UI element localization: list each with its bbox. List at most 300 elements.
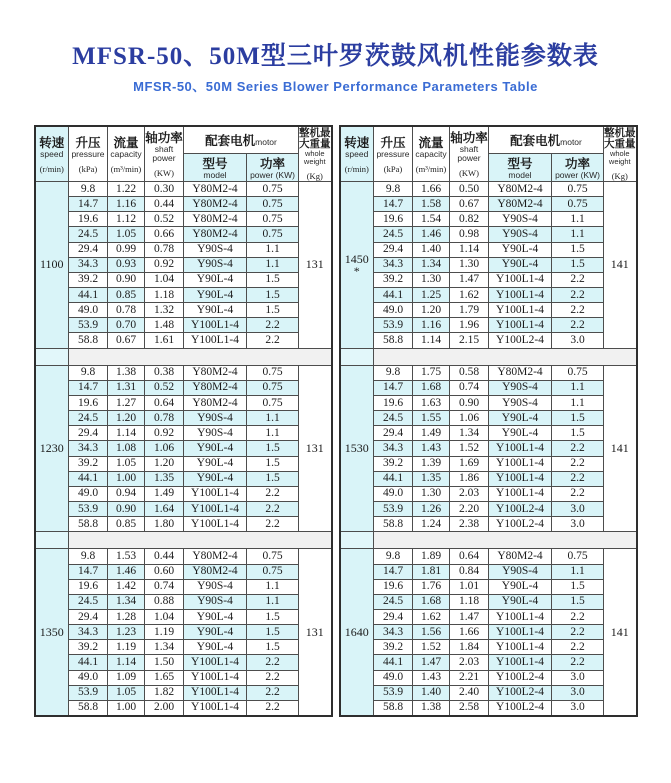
table-row bbox=[340, 549, 637, 564]
table-row bbox=[35, 655, 332, 670]
header-speed-zh: 转速 bbox=[39, 135, 65, 150]
header-capacity-unit: (m³/min) bbox=[110, 163, 142, 174]
cell-model: Y90L-4 bbox=[489, 579, 552, 594]
cell-capacity: 1.30 bbox=[413, 486, 450, 501]
table-row bbox=[35, 517, 332, 532]
cell-shaft-power: 1.96 bbox=[450, 318, 489, 333]
cell-power: 2.2 bbox=[552, 272, 604, 287]
cell-shaft-power: 0.92 bbox=[145, 426, 184, 441]
cell-capacity: 1.35 bbox=[413, 471, 450, 486]
cell-model: Y90S-4 bbox=[489, 212, 552, 227]
cell-power: 0.75 bbox=[552, 549, 604, 564]
cell-pressure: 58.8 bbox=[374, 333, 413, 348]
cell-pressure: 24.5 bbox=[69, 227, 108, 242]
cell-shaft-power: 1.48 bbox=[145, 318, 184, 333]
cell-pressure: 44.1 bbox=[69, 471, 108, 486]
cell-shaft-power: 0.82 bbox=[450, 212, 489, 227]
header-weight-zh: 整机最大重量 bbox=[299, 128, 331, 150]
cell-pressure: 29.4 bbox=[374, 426, 413, 441]
cell-power: 3.0 bbox=[552, 670, 604, 685]
cell-shaft-power: 0.64 bbox=[450, 549, 489, 564]
cell-power: 1.5 bbox=[247, 640, 299, 655]
cell-shaft-power: 0.92 bbox=[145, 257, 184, 272]
cell-shaft-power: 0.84 bbox=[450, 564, 489, 579]
cell-pressure: 34.3 bbox=[69, 441, 108, 456]
table-row bbox=[35, 486, 332, 501]
cell-model: Y80M2-4 bbox=[489, 549, 552, 564]
cell-shaft-power: 1.34 bbox=[450, 426, 489, 441]
cell-power: 1.1 bbox=[552, 396, 604, 411]
cell-pressure: 34.3 bbox=[69, 257, 108, 272]
cell-power: 2.2 bbox=[247, 670, 299, 685]
table-row bbox=[35, 625, 332, 640]
cell-capacity: 1.05 bbox=[108, 456, 145, 471]
cell-model: Y100L1-4 bbox=[184, 501, 247, 516]
cell-model: Y80M2-4 bbox=[489, 365, 552, 380]
cell-power: 1.1 bbox=[552, 212, 604, 227]
cell-model: Y100L1-4 bbox=[184, 700, 247, 716]
table-row bbox=[340, 517, 637, 532]
cell-shaft-power: 1.65 bbox=[145, 670, 184, 685]
table-row bbox=[35, 501, 332, 516]
cell-power: 2.2 bbox=[552, 441, 604, 456]
cell-capacity: 1.46 bbox=[108, 564, 145, 579]
weight-cell: 141 bbox=[604, 549, 637, 716]
cell-capacity: 1.38 bbox=[413, 700, 450, 716]
cell-model: Y100L2-4 bbox=[489, 517, 552, 532]
header-shaft-power bbox=[145, 126, 184, 182]
cell-pressure: 58.8 bbox=[374, 517, 413, 532]
cell-capacity: 1.56 bbox=[413, 625, 450, 640]
table-row bbox=[35, 197, 332, 212]
header-speed-en: speed bbox=[345, 148, 369, 159]
header-capacity-zh: 流量 bbox=[113, 135, 139, 150]
cell-capacity: 1.14 bbox=[413, 333, 450, 348]
cell-power: 1.1 bbox=[552, 380, 604, 395]
cell-shaft-power: 2.15 bbox=[450, 333, 489, 348]
header-speed-zh: 转速 bbox=[344, 135, 370, 150]
header-shaft-power-zh: 轴功率 bbox=[450, 131, 488, 145]
cell-capacity: 1.14 bbox=[108, 426, 145, 441]
cell-capacity: 1.16 bbox=[108, 197, 145, 212]
header-motor bbox=[489, 126, 604, 154]
cell-capacity: 1.31 bbox=[108, 380, 145, 395]
cell-capacity: 1.53 bbox=[108, 549, 145, 564]
cell-pressure: 34.3 bbox=[374, 625, 413, 640]
cell-model: Y90L-4 bbox=[184, 625, 247, 640]
table-row bbox=[340, 486, 637, 501]
cell-shaft-power: 0.30 bbox=[145, 182, 184, 197]
header-capacity-en: capacity bbox=[110, 148, 142, 159]
cell-capacity: 1.19 bbox=[108, 640, 145, 655]
cell-power: 2.2 bbox=[552, 610, 604, 625]
header-shaft-power-unit: (KW) bbox=[459, 168, 479, 178]
table-row bbox=[35, 396, 332, 411]
header-model bbox=[489, 154, 552, 182]
cell-model: Y100L1-4 bbox=[489, 272, 552, 287]
performance-table-left bbox=[34, 125, 333, 717]
table-row bbox=[35, 426, 332, 441]
header-capacity bbox=[108, 126, 145, 182]
header-power-en: power (KW) bbox=[250, 169, 295, 180]
cell-capacity: 1.46 bbox=[413, 227, 450, 242]
cell-model: Y100L1-4 bbox=[184, 517, 247, 532]
cell-power: 0.75 bbox=[247, 380, 299, 395]
cell-power: 3.0 bbox=[552, 501, 604, 516]
cell-shaft-power: 1.04 bbox=[145, 272, 184, 287]
header-capacity-en: capacity bbox=[415, 148, 447, 159]
cell-pressure: 24.5 bbox=[69, 594, 108, 609]
cell-capacity: 1.16 bbox=[413, 318, 450, 333]
cell-capacity: 1.81 bbox=[413, 564, 450, 579]
cell-model: Y90L-4 bbox=[489, 426, 552, 441]
cell-shaft-power: 2.58 bbox=[450, 700, 489, 716]
cell-model: Y100L1-4 bbox=[489, 287, 552, 302]
table-row bbox=[340, 625, 637, 640]
cell-model: Y80M2-4 bbox=[489, 197, 552, 212]
cell-pressure: 19.6 bbox=[69, 396, 108, 411]
cell-shaft-power: 2.20 bbox=[450, 501, 489, 516]
cell-model: Y100L2-4 bbox=[489, 685, 552, 700]
cell-model: Y100L2-4 bbox=[489, 670, 552, 685]
cell-shaft-power: 1.14 bbox=[450, 242, 489, 257]
cell-shaft-power: 0.50 bbox=[450, 182, 489, 197]
cell-power: 1.5 bbox=[247, 610, 299, 625]
table-row bbox=[340, 579, 637, 594]
cell-capacity: 1.76 bbox=[413, 579, 450, 594]
cell-capacity: 1.58 bbox=[413, 197, 450, 212]
cell-shaft-power: 0.66 bbox=[145, 227, 184, 242]
cell-model: Y80M2-4 bbox=[184, 396, 247, 411]
cell-power: 0.75 bbox=[247, 212, 299, 227]
cell-power: 2.2 bbox=[552, 318, 604, 333]
cell-capacity: 1.20 bbox=[108, 411, 145, 426]
table-row bbox=[340, 564, 637, 579]
cell-capacity: 1.54 bbox=[413, 212, 450, 227]
cell-shaft-power: 1.01 bbox=[450, 579, 489, 594]
header-motor-en: motor bbox=[560, 136, 582, 147]
cell-capacity: 0.67 bbox=[108, 333, 145, 348]
cell-shaft-power: 1.62 bbox=[450, 287, 489, 302]
cell-model: Y90S-4 bbox=[184, 594, 247, 609]
table-row bbox=[340, 411, 637, 426]
weight-cell: 141 bbox=[604, 365, 637, 532]
table-row bbox=[340, 333, 637, 348]
table-header bbox=[340, 126, 637, 182]
cell-pressure: 53.9 bbox=[69, 685, 108, 700]
cell-capacity: 1.38 bbox=[108, 365, 145, 380]
cell-model: Y80M2-4 bbox=[184, 549, 247, 564]
cell-power: 0.75 bbox=[247, 182, 299, 197]
weight-cell: 131 bbox=[299, 549, 332, 716]
cell-shaft-power: 1.84 bbox=[450, 640, 489, 655]
cell-model: Y90S-4 bbox=[184, 257, 247, 272]
cell-pressure: 39.2 bbox=[374, 456, 413, 471]
cell-pressure: 39.2 bbox=[69, 456, 108, 471]
cell-shaft-power: 0.52 bbox=[145, 212, 184, 227]
cell-shaft-power: 1.47 bbox=[450, 610, 489, 625]
cell-shaft-power: 1.32 bbox=[145, 303, 184, 318]
header-power-zh: 功率 bbox=[564, 156, 590, 171]
table-row bbox=[35, 549, 332, 564]
table-row bbox=[35, 640, 332, 655]
header-weight-en: whole weight bbox=[608, 149, 631, 166]
cell-capacity: 1.05 bbox=[108, 227, 145, 242]
cell-pressure: 14.7 bbox=[374, 564, 413, 579]
cell-power: 1.5 bbox=[247, 303, 299, 318]
cell-power: 2.2 bbox=[247, 685, 299, 700]
cell-model: Y100L1-4 bbox=[489, 303, 552, 318]
table-row bbox=[35, 303, 332, 318]
table-row bbox=[340, 212, 637, 227]
table-row bbox=[340, 700, 637, 716]
cell-shaft-power: 2.21 bbox=[450, 670, 489, 685]
cell-power: 2.2 bbox=[247, 486, 299, 501]
cell-pressure: 19.6 bbox=[69, 579, 108, 594]
cell-model: Y90S-4 bbox=[184, 426, 247, 441]
cell-pressure: 58.8 bbox=[69, 517, 108, 532]
cell-pressure: 29.4 bbox=[69, 610, 108, 625]
cell-pressure: 44.1 bbox=[69, 655, 108, 670]
cell-model: Y90S-4 bbox=[489, 227, 552, 242]
separator-cell bbox=[374, 348, 637, 365]
cell-power: 0.75 bbox=[552, 182, 604, 197]
cell-capacity: 0.94 bbox=[108, 486, 145, 501]
cell-capacity: 1.49 bbox=[413, 426, 450, 441]
table-row bbox=[35, 333, 332, 348]
cell-pressure: 44.1 bbox=[374, 655, 413, 670]
header-model-en: model bbox=[203, 169, 227, 180]
cell-model: Y100L1-4 bbox=[489, 471, 552, 486]
cell-model: Y100L1-4 bbox=[184, 685, 247, 700]
table-row bbox=[340, 670, 637, 685]
cell-shaft-power: 1.61 bbox=[145, 333, 184, 348]
cell-pressure: 49.0 bbox=[69, 670, 108, 685]
cell-model: Y90L-4 bbox=[184, 471, 247, 486]
header-model bbox=[184, 154, 247, 182]
cell-capacity: 1.39 bbox=[413, 456, 450, 471]
cell-capacity: 1.25 bbox=[413, 287, 450, 302]
header-weight-unit: (Kg) bbox=[306, 171, 323, 181]
header-shaft-power-en: shaft power bbox=[457, 144, 481, 163]
cell-power: 0.75 bbox=[247, 549, 299, 564]
table-row bbox=[35, 456, 332, 471]
cell-model: Y100L2-4 bbox=[489, 501, 552, 516]
cell-power: 1.1 bbox=[552, 564, 604, 579]
cell-power: 1.5 bbox=[247, 441, 299, 456]
table-row bbox=[340, 318, 637, 333]
table-row bbox=[35, 670, 332, 685]
cell-power: 1.5 bbox=[247, 287, 299, 302]
table-row bbox=[35, 380, 332, 395]
cell-shaft-power: 1.18 bbox=[145, 287, 184, 302]
cell-power: 1.5 bbox=[552, 411, 604, 426]
cell-capacity: 1.34 bbox=[413, 257, 450, 272]
cell-model: Y80M2-4 bbox=[489, 182, 552, 197]
cell-pressure: 53.9 bbox=[374, 685, 413, 700]
cell-shaft-power: 0.67 bbox=[450, 197, 489, 212]
cell-shaft-power: 2.00 bbox=[145, 700, 184, 716]
table-row bbox=[340, 471, 637, 486]
cell-power: 1.5 bbox=[552, 242, 604, 257]
cell-model: Y90L-4 bbox=[489, 257, 552, 272]
cell-model: Y90S-4 bbox=[489, 396, 552, 411]
cell-pressure: 29.4 bbox=[69, 242, 108, 257]
speed-cell: 1530 bbox=[340, 365, 374, 532]
header-motor-zh: 配套电机 bbox=[510, 133, 561, 148]
cell-power: 3.0 bbox=[552, 333, 604, 348]
cell-capacity: 1.34 bbox=[108, 594, 145, 609]
cell-power: 1.5 bbox=[247, 471, 299, 486]
cell-power: 1.5 bbox=[552, 257, 604, 272]
table-row bbox=[340, 257, 637, 272]
cell-capacity: 1.23 bbox=[108, 625, 145, 640]
table-row bbox=[340, 655, 637, 670]
cell-pressure: 24.5 bbox=[374, 227, 413, 242]
table-row bbox=[35, 242, 332, 257]
weight-cell: 141 bbox=[604, 182, 637, 349]
separator-speed-cell bbox=[35, 348, 69, 365]
table-row bbox=[340, 685, 637, 700]
table-row bbox=[35, 700, 332, 716]
cell-shaft-power: 2.03 bbox=[450, 655, 489, 670]
cell-capacity: 1.47 bbox=[413, 655, 450, 670]
header-weight bbox=[604, 126, 637, 182]
cell-power: 2.2 bbox=[552, 486, 604, 501]
cell-power: 2.2 bbox=[247, 318, 299, 333]
cell-pressure: 39.2 bbox=[69, 640, 108, 655]
cell-capacity: 0.99 bbox=[108, 242, 145, 257]
header-pressure-en: pressure bbox=[376, 148, 410, 159]
cell-power: 1.5 bbox=[552, 579, 604, 594]
table-body-right bbox=[340, 182, 637, 717]
table-body-left bbox=[35, 182, 332, 717]
cell-power: 2.2 bbox=[552, 471, 604, 486]
cell-shaft-power: 1.69 bbox=[450, 456, 489, 471]
group-separator bbox=[35, 348, 332, 365]
cell-power: 0.75 bbox=[247, 396, 299, 411]
cell-capacity: 1.00 bbox=[108, 700, 145, 716]
table-row bbox=[340, 242, 637, 257]
table-row bbox=[340, 182, 637, 197]
cell-shaft-power: 0.74 bbox=[450, 380, 489, 395]
table-row bbox=[340, 640, 637, 655]
cell-shaft-power: 0.58 bbox=[450, 365, 489, 380]
cell-model: Y80M2-4 bbox=[184, 197, 247, 212]
cell-shaft-power: 1.20 bbox=[145, 456, 184, 471]
cell-model: Y100L1-4 bbox=[489, 655, 552, 670]
header-pressure-en: pressure bbox=[71, 148, 105, 159]
header-speed bbox=[35, 126, 69, 182]
table-row bbox=[340, 456, 637, 471]
cell-shaft-power: 2.40 bbox=[450, 685, 489, 700]
table-row bbox=[340, 594, 637, 609]
cell-capacity: 0.85 bbox=[108, 287, 145, 302]
cell-shaft-power: 1.79 bbox=[450, 303, 489, 318]
table-row bbox=[35, 272, 332, 287]
cell-pressure: 9.8 bbox=[69, 549, 108, 564]
cell-model: Y90S-4 bbox=[184, 242, 247, 257]
cell-power: 2.2 bbox=[552, 625, 604, 640]
speed-cell: 1640 bbox=[340, 549, 374, 716]
table-row bbox=[35, 579, 332, 594]
table-row bbox=[340, 396, 637, 411]
cell-power: 0.75 bbox=[247, 564, 299, 579]
cell-model: Y90L-4 bbox=[184, 272, 247, 287]
cell-pressure: 29.4 bbox=[374, 242, 413, 257]
header-speed-unit: (r/min) bbox=[39, 163, 64, 174]
header-model-zh: 型号 bbox=[202, 156, 228, 171]
cell-pressure: 39.2 bbox=[374, 640, 413, 655]
table-row bbox=[340, 610, 637, 625]
cell-pressure: 24.5 bbox=[374, 411, 413, 426]
cell-pressure: 49.0 bbox=[374, 303, 413, 318]
performance-table-right bbox=[339, 125, 638, 717]
cell-pressure: 29.4 bbox=[69, 426, 108, 441]
cell-pressure: 49.0 bbox=[69, 303, 108, 318]
cell-capacity: 1.14 bbox=[108, 655, 145, 670]
cell-power: 2.2 bbox=[552, 640, 604, 655]
cell-pressure: 49.0 bbox=[69, 486, 108, 501]
cell-model: Y90S-4 bbox=[184, 579, 247, 594]
cell-model: Y100L1-4 bbox=[184, 318, 247, 333]
cell-power: 2.2 bbox=[552, 287, 604, 302]
cell-capacity: 1.75 bbox=[413, 365, 450, 380]
table-row bbox=[340, 380, 637, 395]
cell-model: Y100L2-4 bbox=[489, 333, 552, 348]
table-row bbox=[35, 564, 332, 579]
cell-power: 3.0 bbox=[552, 700, 604, 716]
cell-shaft-power: 1.80 bbox=[145, 517, 184, 532]
header-weight bbox=[299, 126, 332, 182]
cell-model: Y90L-4 bbox=[489, 594, 552, 609]
header-motor bbox=[184, 126, 299, 154]
header-model-zh: 型号 bbox=[507, 156, 533, 171]
cell-pressure: 44.1 bbox=[69, 287, 108, 302]
cell-shaft-power: 1.06 bbox=[145, 441, 184, 456]
cell-power: 3.0 bbox=[552, 517, 604, 532]
cell-power: 0.75 bbox=[247, 197, 299, 212]
cell-pressure: 19.6 bbox=[374, 396, 413, 411]
cell-power: 2.2 bbox=[247, 655, 299, 670]
page-subtitle: MFSR-50、50M Series Blower Performance Parameters Table bbox=[133, 79, 538, 94]
cell-shaft-power: 1.06 bbox=[450, 411, 489, 426]
cell-model: Y90L-4 bbox=[489, 242, 552, 257]
cell-shaft-power: 0.88 bbox=[145, 594, 184, 609]
cell-model: Y90L-4 bbox=[184, 303, 247, 318]
separator-speed-cell bbox=[340, 348, 374, 365]
page-title: MFSR-50、50M型三叶罗茨鼓风机性能参数表 bbox=[72, 43, 599, 70]
cell-model: Y90L-4 bbox=[184, 640, 247, 655]
cell-power: 2.2 bbox=[247, 517, 299, 532]
separator-cell bbox=[374, 532, 637, 549]
cell-pressure: 49.0 bbox=[374, 486, 413, 501]
cell-capacity: 1.52 bbox=[413, 640, 450, 655]
cell-power: 2.2 bbox=[247, 700, 299, 716]
header-power bbox=[247, 154, 299, 182]
cell-capacity: 1.89 bbox=[413, 549, 450, 564]
cell-model: Y100L1-4 bbox=[489, 640, 552, 655]
cell-pressure: 19.6 bbox=[69, 212, 108, 227]
header-pressure-zh: 升压 bbox=[75, 135, 101, 150]
cell-capacity: 1.27 bbox=[108, 396, 145, 411]
cell-power: 2.2 bbox=[247, 333, 299, 348]
cell-shaft-power: 1.35 bbox=[145, 471, 184, 486]
cell-pressure: 44.1 bbox=[374, 471, 413, 486]
header-motor-en: motor bbox=[255, 136, 277, 147]
cell-pressure: 9.8 bbox=[374, 365, 413, 380]
cell-capacity: 1.63 bbox=[413, 396, 450, 411]
